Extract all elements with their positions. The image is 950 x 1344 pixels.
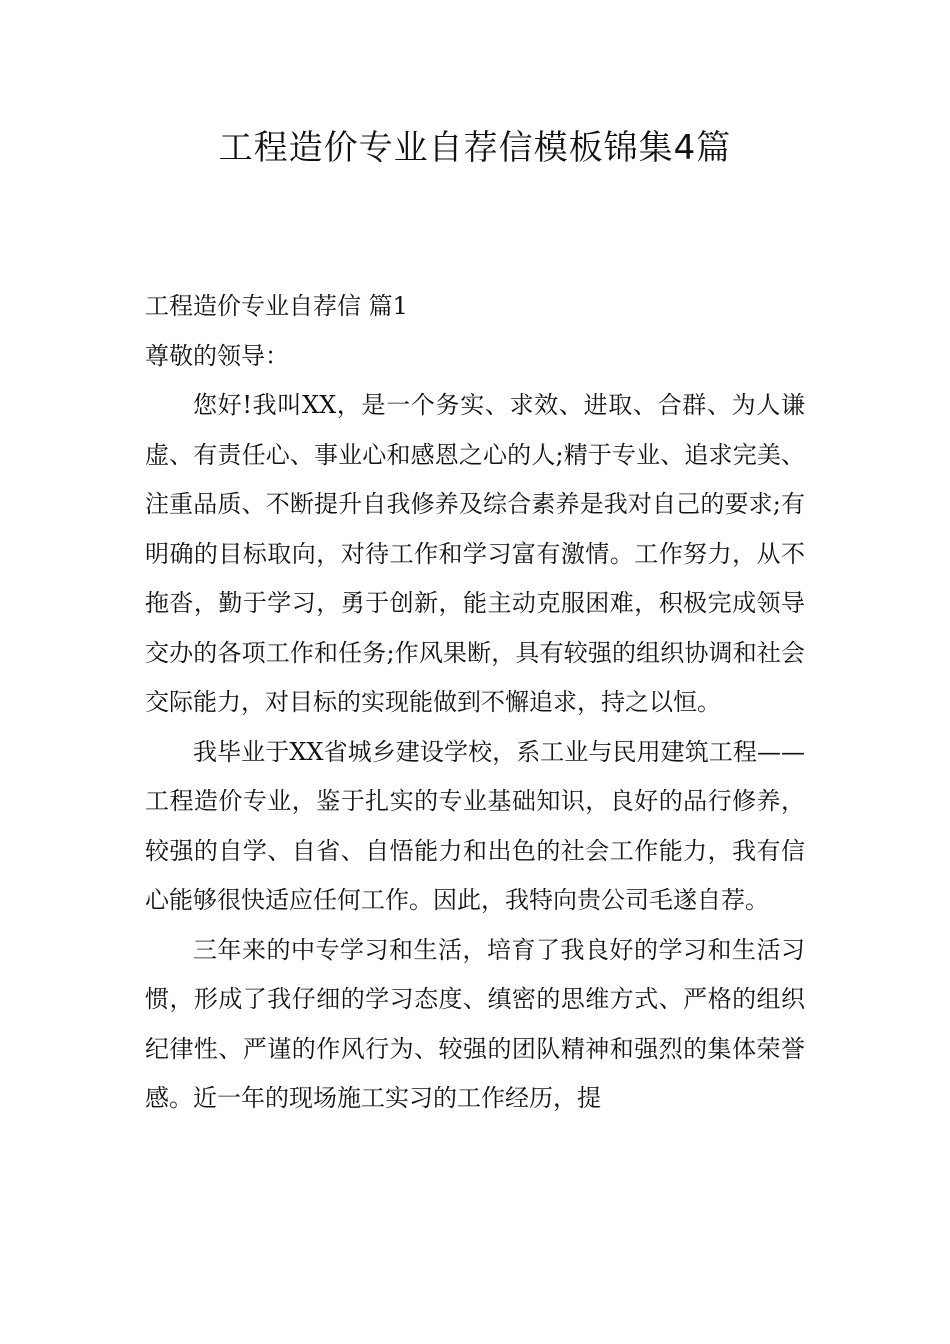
salutation: 尊敬的领导：	[145, 341, 289, 370]
document-body	[145, 282, 805, 1124]
document-title: 工程造价专业自荐信模板锦集4篇	[218, 128, 732, 168]
section-heading: 工程造价专业自荐信 篇1	[145, 292, 408, 320]
body-paragraph-3: 三年来的中专学习和生活，培育了我良好的学习和生活习惯，形成了我仔细的学习态度、缜密的思维方式、严格的组织纪律性、严谨的作风行为、较强的团队精神和强烈的集体荣誉感。近一年的现场施工实习的工作经历，提	[145, 935, 805, 1112]
body-paragraph-2: 我毕业于XX省城乡建设学校，系工业与民用建筑工程——工程造价专业，鉴于扎实的专业基础知识，良好的品行修养，较强的自学、自省、自悟能力和出色的社会工作能力，我有信心能够很快适应任何工作。因此，我特向贵公司毛遂自荐。	[145, 737, 805, 914]
body-paragraph-1: 您好!我叫XX，是一个务实、求效、进取、合群、为人谦虚、有责任心、事业心和感恩之心的人;精于专业、追求完美、注重品质、不断提升自我修养及综合素养是我对自己的要求;有明确的目标取向，对待工作和学习富有激情。工作努力，从不拖沓，勤于学习，勇于创新，能主动克服困难，积极完成领导交办的各项工作和任务;作风果断，具有较强的组织协调和社会交际能力，对目标的实现能做到不懈追求，持之以恒。	[145, 391, 805, 716]
